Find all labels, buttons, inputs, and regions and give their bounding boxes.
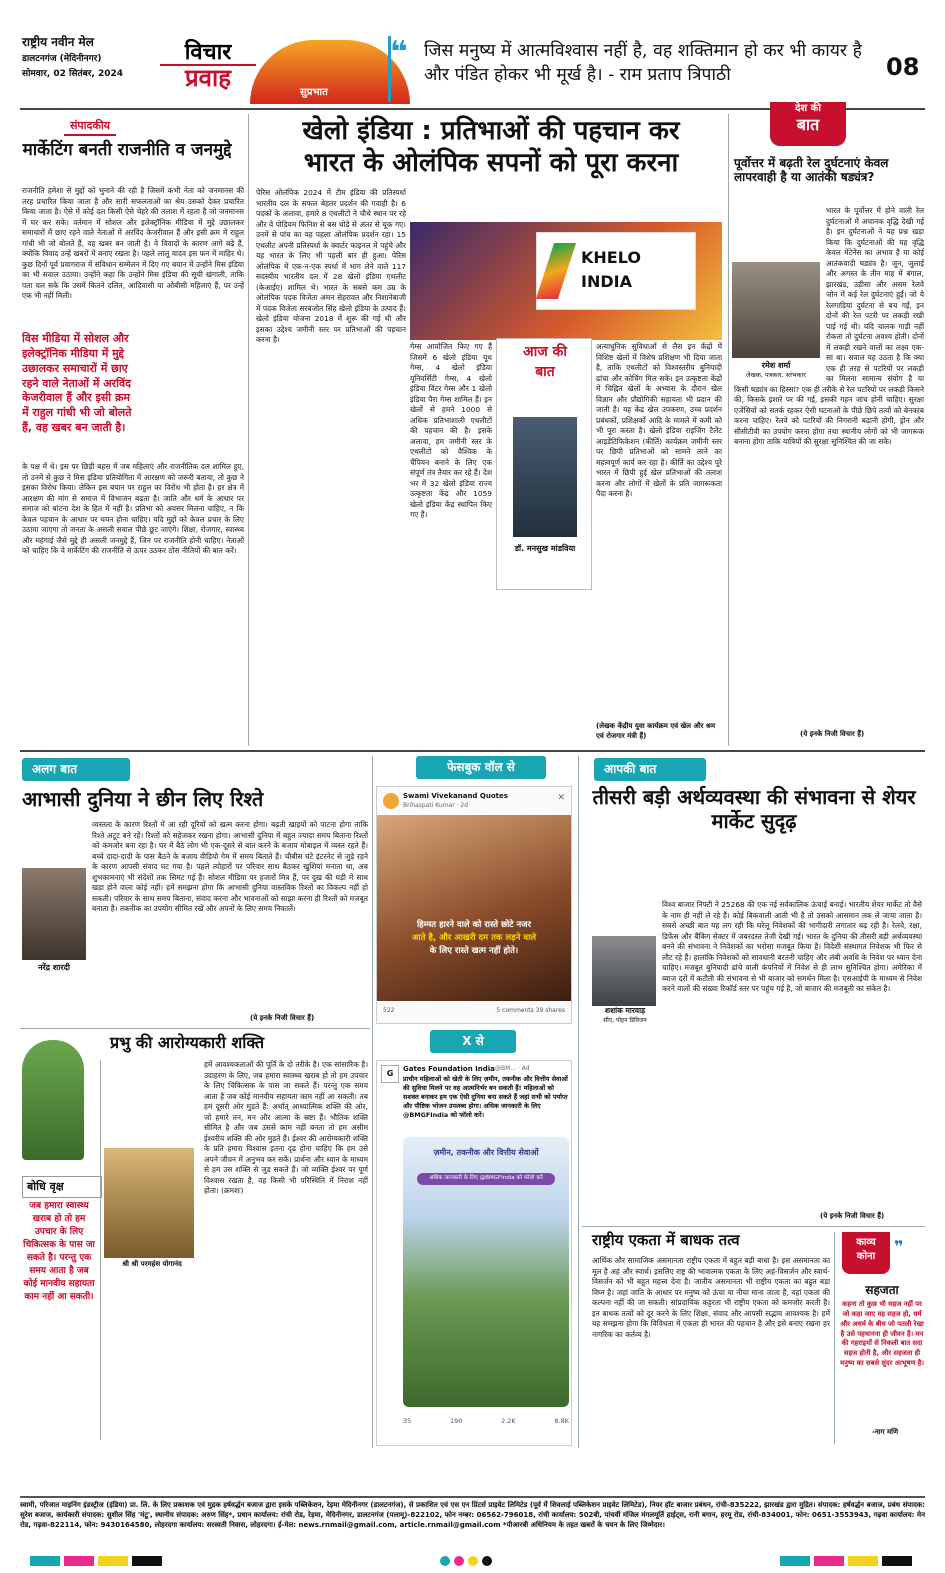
close-icon[interactable]: ✕ — [557, 793, 565, 803]
sunrise-graphic — [250, 35, 410, 104]
lead-author-name: डॉ. मनसुख मांडविया — [514, 544, 576, 553]
fb-post-image — [377, 815, 571, 1001]
color-bar — [64, 1556, 94, 1566]
x-text: प्राचीन महिलाओं को खेती के लिए ज़मीन, तकनीक और वित्तीय सेवाओं की सुविधा मिलने पर वह आत्मनिर्भर बन सकती हैं! महिलाओं को सशक्त बनाकर हम एक ऐसी दुनिया बना सकते हैं जहां सभी को पर्याप्त और पौष्टिक भोजन उपलब्ध होगा। अधिक जानकारी के लिए @BMGFIndia को फॉलो करें। — [403, 1075, 568, 1119]
color-bar — [882, 1556, 912, 1566]
section-title-top: विचार — [184, 40, 232, 65]
x-card-image — [403, 1137, 569, 1407]
prabhu-headline: प्रभु की आरोग्यकारी शक्ति — [110, 1033, 265, 1052]
aapki-baat-body — [590, 900, 922, 1210]
kavya-kona-label — [842, 1232, 890, 1274]
desh-author-desc: लेखक, पत्रकार, स्तंभकार — [746, 371, 806, 380]
khelo-logo-text-1: KHELO — [581, 248, 641, 267]
alag-baat-headline: आभासी दुनिया ने छीन लिए रिश्ते — [22, 787, 264, 811]
author-photo — [513, 417, 577, 537]
page-avatar — [383, 793, 399, 809]
color-bar — [848, 1556, 878, 1566]
registration-dot — [440, 1556, 450, 1566]
aapki-baat-note: (ये इनके निजी विचार हैं) — [820, 1212, 885, 1220]
lead-headline-2: भारत के ओलंपिक सपनों को पूरा करना — [303, 148, 679, 178]
kavya-label-top: काव्य — [856, 1237, 876, 1248]
masthead — [22, 34, 170, 100]
fb-reactions[interactable]: 522 — [383, 1007, 395, 1014]
x-label: X से — [430, 1030, 516, 1053]
lead-headline-1: खेलो इंडिया : प्रतिभाओं की पहचान कर — [302, 116, 680, 146]
kavya-poem: कहना तो कुछ भी सहज नहीं पर जो कहा जाए वह सहज हो, धर्म और अधर्म के बीच जो पतली रेखा है उसे पहचानना ही जीवन है। मन की गहराइयों से निकली बात सदा सहज होती है, और सहजता ही मनुष्य का सबसे सुंदर आभूषण है। — [840, 1300, 924, 1368]
desh-author-name: रमेश शर्मा — [761, 361, 791, 370]
alag-author-name: नरेंद्र शारदी — [38, 963, 70, 972]
registration-dot — [454, 1556, 464, 1566]
color-bar — [780, 1556, 810, 1566]
editorial-pull-quote: विस मीडिया में सोशल और इलेक्ट्रॉनिक मीडिया में मुद्दे उछालकर समाचारों में छाए रहने वाले नेताओं में अरविंद केजरीवाल हैं और इसी क्रम में राहुल गांधी भी जो बोलते हैं, वह खबर बन जाती है। — [22, 332, 132, 435]
column-divider — [834, 1232, 835, 1444]
alag-baat-label: अलग बात — [22, 758, 130, 781]
color-bar — [814, 1556, 844, 1566]
registration-dot — [482, 1556, 492, 1566]
column-divider — [728, 114, 729, 746]
mid-divider — [20, 750, 925, 752]
editorial-body-intro: राजनीति हमेशा से मुद्दों को भुनाने की रही है जिसमें कभी नेता को जनमानस की तरह प्रचारित किया जाता है और सारी सफलताओं का श्रेय उसको देकर प्रचारित किया जाता है। ऐसे में कोई दल किसी ऐसे चेहरे की तलाश में रहता है जो जनमानस में घर कर सके। वर्तमान में सोशल और इलेक्ट्रॉनिक मीडिया में मुद्दे उछालकर समाचारों में छाए रहने वाले नेताओं में अरविंद केजरीवाल हैं और इसी क्रम में राहुल गांधी भी जो बोलते हैं, वह खबर बन जाती है। वे विवादों के कारण आगे बढ़े हैं, क्योंकि विवाद उन्हें खबरों में बनाए रखता है। पहले लालू यादव इस फन में माहिर थे। कुछ दिनों पूर्व प्रयागराज में संविधान सम्मेलन में दिए गए बयान में उन्होंने मिस इंडिया का भी सवाल उठाया। उन्होंने कहा कि उन्होंने मिस इंडिया की सूची खंगाली, ताकि पता चल सके कि उसमें कितने दलित, आदिवासी या ओबीसी महिलाएं हैं, पर उन्हें एक भी नहीं मिली। — [22, 186, 244, 301]
imprint-footer: स्वामी, परिजात माइनिंग इंडस्ट्रीज (इंडिया) प्रा. लि. के लिए प्रकाशक एवं मुद्रक हर्षवर्द्धन बजाज द्वारा इसके पब्लिकेशन, रेड़मा मेदिनीनगर (डालटनगंज), से प्रकाशित एवं एस एन प्रिंटर्स प्राइवेट लिमिटेड (पूर्व में शिवलाई पब्लिकेशन प्राइवेट लिमिटेड), नियर हॉट बाजार प्रबंधन, रांची-835222, झारखंड द्वारा मुद्रित। संपादक: हर्षवर्द्धन बजाज, प्रबंध संपादक: सुरेश बजाज, कार्यकारी संपादक: सुशील सिंह 'मंटू', स्थानीय संपादक: अरुण सिंह*, प्रधान कार्यालय: रांची रोड, रेड़मा, मेदिनीनगर, डालटनगंज (पलामू)-822102, फोन नम्बर: 06562-796018, रांची कार्यालय: 502बी, पांचवीं मंजिल मंगलमूर्ति हाईट्स, रानी बगान, हरमू रोड, रांची-834001, फोन: 0651-3553943, गढ़वा कार्यालय: मेन रोड, गढ़वा-822114, फोन: 9430164580, लोहरदगा कार्यालय: सरस्वती निवास, लोहरदगा। ई-मेल: news.rnmail@gmail.com, article.rnmail@gmail.com *पीआरबी अधिनियम के तहत खबरों के चयन के लिए जिम्मेदार। — [20, 1496, 925, 1552]
registration-dot — [468, 1556, 478, 1566]
x-post-card — [376, 1060, 572, 1446]
column-divider — [100, 1060, 101, 1440]
desh-ki-baat-headline: पूर्वोत्तर में बढ़ती रेल दुर्घटनाएं केवल लापरवाही है या आतंकी षड्यंत्र? — [734, 156, 889, 185]
view-count[interactable]: 8.8K — [554, 1417, 569, 1425]
gf-logo-icon: G — [381, 1065, 399, 1083]
bodhi-tree-icon — [22, 1040, 84, 1160]
alag-baat-text: व्यस्तता के कारण रिश्तों में आ रही दूरियों को खत्म करना होगा। बढ़ती खाइयों को पाटना होगा ताकि रिश्ते अटूट बने रहें। रिश्तों को सहेजकर रखना होगा। आभासी दुनिया में बहुत ज्यादा समय बिताना रिश्तों को कमजोर बना रहा है। घर में बैठे लोग भी एक-दूसरे से बात करने के बजाय मोबाइल में व्यस्त रहते हैं। बच्चे दादा-दादी के पास बैठने के बजाय वीडियो गेम में समय बिताते हैं। चौबीस घंटे इंटरनेट से जुड़े रहने के कारण आपसी संवाद घट गया है। पहले त्योहारों पर परिवार साथ बैठकर खुशियां मनाता था, अब शुभकामनाएं भी संदेशों तक सिमट गई हैं। सोशल मीडिया पर हजारों मित्र हैं, पर दुख की घड़ी में साथ खड़ा होने वाला कोई नहीं। हमें समझना होगा कि आभासी दुनिया वास्तविक रिश्तों का विकल्प नहीं हो सकती। परिवार के साथ समय बिताना, संवाद करना और भावनाओं को साझा करना ही रिश्तों को मजबूत बनाता है। तकनीक का उपयोग सीमित रखें और अपनों के लिए समय निकालें। — [92, 820, 368, 914]
x-card-title: ज़मीन, तकनीक और वित्तीय सेवाओं — [433, 1148, 539, 1157]
quote-icon: ❞ — [894, 1237, 904, 1256]
fb-quote-line-2: आते है, और आखरी दम तक लड़ने वाले — [411, 933, 537, 944]
suprabhat-label: सुप्रभात — [300, 87, 328, 98]
aapki-author-name: शशांक मारवाड़ — [604, 1006, 646, 1015]
color-bar — [98, 1556, 128, 1566]
x-card-sub: अधिक जानकारी के लिए @BMGFIndia को फॉलो करें — [417, 1173, 555, 1185]
color-bar — [132, 1556, 162, 1566]
aapki-baat-label: आपकी बात — [594, 758, 706, 781]
facebook-post-card — [376, 786, 572, 1024]
rashtriya-headline: राष्ट्रीय एकता में बाधक तत्व — [592, 1231, 740, 1249]
alag-baat-note: (ये इनके निजी विचार हैं) — [250, 1014, 315, 1022]
kavya-author: -नाग मणि — [872, 1428, 899, 1436]
desh-ki-baat-label-top: देश की — [795, 103, 821, 114]
lead-body-col3: अत्याधुनिक सुविधाओं से लैस इन केंद्रों में विशिष्ट खेलों में विशेष प्रशिक्षण भी दिया जाता है, ताकि एथलीटों को विश्वस्तरीय बुनियादी ढांचा और कोचिंग मिल सके। इन उत्कृष्टता केंद्रों में चिह्नित खेलों के अभ्यास के दौरान खेल विज्ञान और प्रौद्योगिकी सहायता भी प्रदान की जाती है। यह केंद्र खेल उपकरण, उच्च प्रदर्शन प्रबंधकों, प्रशिक्षकों आदि के मामले में कमी को भी पूरा करता है। खेलो इंडिया राइजिंग टैलेंट आइडेंटिफिकेशन (कीर्ति) कार्यक्रम जमीनी स्तर पर छिपी प्रतिभाओं को सामने लाने का महत्वपूर्ण कार्य कर रहा है। कीर्ति का उद्देश्य पूरे भारत में छिपी हुई खेल प्रतिभाओं की तलाश करना और लोगों में खेलों के प्रति जागरूकता पैदा करना है। — [596, 342, 722, 499]
section-divider — [20, 1028, 370, 1029]
fb-comments[interactable]: 5 comments 39 shares — [496, 1007, 565, 1014]
fb-quote — [383, 919, 565, 959]
masthead-place: डालटनगंज (मेदिनीनगर) — [22, 54, 102, 65]
fb-quote-line-3: के लिए रास्ते खत्म नहीं होते। — [429, 946, 519, 957]
fb-quote-line-1: हिम्मत हारने वाले को रास्ते छोटे नजर — [416, 920, 532, 930]
page-number: 08 — [886, 53, 920, 81]
bodhi-text: जब हमारा स्वास्थ्य खराब हो तो हम उपचार के लिए चिकित्सक के पास जा सकते है। परन्तु एक समय आता है जब कोई मानवीय सहायता काम नहीं आ सकती। — [23, 1201, 95, 1303]
aapki-baat-text: विश्व बाजार निफ्टी ने 25268 की एक नई सर्वकालिक ऊंचाई बनाई। भारतीय शेयर मार्केट तो वैसे के नाम ही नहीं ले रहे हैं। कोई बिकवाली आती भी है तो उसको आसमान तक ले जाया जाता है। सबसे अच्छी बात यह लग रही कि घरेलू निवेशकों की भागीदारी लगातार बढ़ रही है। रेलवे, रक्षा, डिफेंस और बैंकिंग सेक्टर में जबरदस्त तेजी देखी गई। भारत के दुनिया की तीसरी बड़ी अर्थव्यवस्था बनने की संभावना ने निवेशकों का भरोसा मजबूत किया है। विदेशी संस्थागत निवेशक भी फिर से लौट रहे हैं। हालांकि निवेशकों को सावधानी बरतनी चाहिए और लंबी अवधि के निवेश पर ध्यान देना चाहिए। मजबूत बुनियादी ढांचे वाली कंपनियों में निवेश से ही लाभ सुनिश्चित होगा। अमेरिका में ब्याज दरों में कटौती की संभावना से भी बाजार को समर्थन मिला है। एसआईपी के माध्यम से निवेश करने वालों की संख्या रिकॉर्ड स्तर पर पहुंच गई है, जो बाजार की मजबूती का संकेत है। — [662, 900, 922, 994]
like-count[interactable]: 2.2K — [501, 1417, 516, 1425]
khelo-logo-text-2: INDIA — [581, 272, 632, 291]
editorial-headline: मार्केटिंग बनती राजनीति व जनमुद्दे — [22, 140, 232, 160]
column-divider — [248, 114, 249, 746]
section-title — [160, 42, 256, 90]
column-divider — [372, 756, 373, 1448]
aapki-baat-headline: तीसरी बड़ी अर्थव्यवस्था की संभावना से शेयर मार्केट सुदृढ़ — [592, 785, 916, 833]
fb-page-sub: Brihaspati Kumar · 2d — [403, 802, 469, 809]
aaj-ki-baat-box — [496, 338, 592, 590]
quote-of-the-day: जिस मनुष्य में आत्मविश्वास नहीं है, वह शक्तिमान हो कर भी कायर है और पंडित होकर भी मूर्ख है। - राम प्रताप त्रिपाठी — [424, 41, 862, 85]
color-bar — [30, 1556, 60, 1566]
kavya-title: सहजता — [865, 1283, 899, 1297]
repost-count[interactable]: 190 — [449, 1417, 463, 1425]
desh-ki-baat-label — [770, 102, 846, 146]
quote-open-icon: ❝ — [390, 35, 408, 70]
desh-ki-baat-label-bottom: बात — [796, 115, 820, 135]
desh-ki-baat-body — [734, 206, 924, 726]
masthead-date: सोमवार, 02 सितंबर, 2024 — [22, 68, 123, 79]
aapki-author-desc: सीए, पोहन डिविजन — [603, 1016, 647, 1024]
desh-ki-baat-note: (ये इनके निजी विचार हैं) — [800, 730, 865, 738]
facebook-label: फेसबुक वॉल से — [416, 756, 546, 779]
x-handle: @BM... · Ad — [495, 1065, 530, 1072]
x-account: Gates Foundation India — [403, 1065, 495, 1073]
lead-body-col2: गेम्स आयोजित किए गए हैं जिसमें 6 खेलो इंडिया यूथ गेम्स, 4 खेलो इंडिया यूनिवर्सिटी गेम्स, 4 खेलो इंडिया विंटर गेम्स और 1 खेलो इंडिया पैरा गेम्स शामिल हैं। इन खेलों से हमने 1000 से अधिक प्रतिभाशाली एथलीटों की पहचान की है। इसके अलावा, हम जमीनी स्तर के एथलीटों को वैश्विक के चैंपियन बनाने के लिए एक संपूर्ण तंत्र तैयार कर रहे हैं। देश भर में 32 खेलो इंडिया राज्य उत्कृष्टता केंद्र और 1059 खेलो इंडिया केंद्र स्थापित किए गए हैं। — [410, 342, 492, 520]
alag-baat-body — [22, 820, 368, 1012]
section-title-bottom: प्रवाह — [160, 64, 256, 90]
khelo-logo-icon — [536, 243, 576, 299]
khelo-india-logo — [536, 232, 696, 310]
x-stats — [403, 1417, 569, 1426]
lead-author-note: (लेखक केंद्रीय युवा कार्यक्रम एवं खेल और श्रम एवं रोजगार मंत्री हैं) — [596, 722, 716, 740]
section-divider — [582, 1226, 925, 1227]
editorial-label: संपादकीय — [64, 118, 116, 136]
prabhu-caption: श्री श्री परमहंस योगानंद — [122, 1260, 182, 1268]
bodhi-label: बोधि वृक्ष — [22, 1176, 102, 1198]
aaj-ki-baat-label: आज की बात — [523, 344, 567, 380]
rashtriya-body: आर्थिक और सामाजिक असमानता राष्ट्रीय एकता में बहुत बड़ी बाधा है। इस असमानता का मूल है अहं और स्वार्थ। इसलिए राष्ट्र की भावात्मक एकता के लिए अहं-विसर्जन और स्वार्थ-विसर्जन को भी बहुत महत्त्व देना है। जातीय असमानता भी राष्ट्रीय एकता का बहुत बड़ा विघ्न है। जहां जाति के आधार पर मनुष्य को ऊंचा या नीचा माना जाता है, वहां एकता की कल्पना नहीं की जा सकती। सांप्रदायिक कट्टरता भी राष्ट्रीय एकता को कमजोर करती है। इन बाधक तत्वों को दूर करने के लिए शिक्षा, संवाद और आपसी सद्भाव आवश्यक है। हमें यह समझना होगा कि विविधता में एकता ही भारत की पहचान है और इसे बनाए रखना हर नागरिक का कर्तव्य है। — [592, 1256, 830, 1339]
prabhu-text: हमें आवश्यकताओं की पूर्ति के दो तरीके है। एक सांसारिक है। उदाहरण के लिए, जब हमारा स्वास्थ्य खराब हो तो हम उपचार के लिए चिकित्सक के पास जा सकते हैं। परन्तु एक समय आता है जब कोई मानवीय सहायता काम नहीं आ सकती। तब हम दूसरी ओर मुड़ते हैं: अर्थात् आध्यात्मिक शक्ति की ओर, जो हमारे तन, मन और आत्मा के स्रष्टा हैं। भौतिक शक्ति सीमित है और जब उससे काम नहीं बनता तो हम असीम ईश्वरीय शक्ति की ओर मुड़ते हैं। ईश्वर की आरोग्यकारी शक्ति के प्रति हमारा विश्वास इतना दृढ़ होना चाहिए कि हम उसे अपने जीवन में अनुभव कर सकें। प्रार्थना और ध्यान के माध्यम से हम उस शक्ति से जुड़ सकते हैं। जो व्यक्ति ईश्वर पर पूर्ण विश्वास रखता है, वह किसी भी परिस्थिति में निराश नहीं होता। (क्रमशः) — [204, 1060, 368, 1196]
editorial-body: के पक्ष में थे। इस पर छिड़ी बहस में जब महिलाएं और राजनीतिक दल शामिल हुए, तो उनमें से कुछ ने मिस इंडिया प्रतियोगिता में आरक्षण को जरूरी बताया, तो कुछ ने इसका विरोध किया। लेकिन इस बयान पर राहुल का विरोध भी होता है। हर क्षेत्र में आरक्षण की मांग से समाज में विभाजन बढ़ता है। जाति और धर्म के आधार पर समाज को बांटना देश के हित में नहीं है। प्रतिभा को अवसर मिलना चाहिए, न कि केवल पहचान के आधार पर चयन होना चाहिए। यदि मुद्दों को केवल प्रचार के लिए उठाया जाएगा तो जनता के असली सवाल पीछे छूट जाएंगे। शिक्षा, रोजगार, स्वास्थ्य और महंगाई जैसे मुद्दे ही असली जनमुद्दे हैं, जिन पर राजनीति होनी चाहिए। नेताओं को चाहिए कि वे मार्केटिंग की राजनीति से ऊपर उठकर ठोस नीतियों की बात करें। — [22, 462, 244, 556]
prabhu-body — [104, 1060, 368, 1440]
column-divider — [578, 756, 579, 1448]
reply-count[interactable]: 35 — [403, 1417, 412, 1425]
lead-body-col1: पेरिस ओलंपिक 2024 में टीम इंडिया की प्रतिस्पर्धा भारतीय दल के सफल बेहतर प्रदर्शन की गवाही है। 6 पदकों के अलावा, हमारे 8 एथलीटों ने चौथे स्थान पर रहे और वे पोडियम फिनिश से बस थोड़े से अंतर से चूक गए। उनमें से पांच का यह पहला ओलंपिक प्रदर्शन रहा। 15 एथलीट अपनी प्रतिस्पर्धा के क्वार्टर फाइनल में पहुंचे और यह भारत के लिए भी पहली बार ही हुआ। पेरिस ओलंपिक में एक-न-एक स्पर्धा में भाग लेने वाले 117 सदस्यीय भारतीय दल में 28 खेलो इंडिया एथलीट (केआईए) शामिल थे। भारत के सबसे कम उम्र के ओलंपिक पदक विजेता अमन सेहरावत और निशानेबाजी में पदक विजेता सरबजोत सिंह खेलो इंडिया के उत्पाद हैं। खेलो इंडिया योजना 2018 में शुरू की गई थी और इसका उद्देश्य जमीनी स्तर पर प्रतिभाओं की पहचान करना है। — [256, 188, 406, 345]
fb-page-name: Swami Vivekanand Quotes — [403, 792, 508, 800]
kavya-label-bottom: कोना — [856, 1251, 876, 1263]
desh-ki-baat-text: भारत के पूर्वोत्तर में होने वाली रेल दुर्घटनाओं में अचानक वृद्धि देखी गई है। इन दुर्घटनाओं ने यह प्रश्न खड़ा किया कि दुर्घटनाओं की यह वृद्धि केवल मेंटेनेंस का अभाव है या कोई आतंकवादी षड्यंत्र है। जून, जुलाई और अगस्त के तीन माह में बंगाल, झारखंड, उड़ीसा और असम रेलवे जोन में कई रेल दुर्घटनाएं हुईं। जो ये रेलगाड़ियां दुर्घटना से बच गईं, इन दोनों की रेल पटरी पर लकड़ी रखी पाई गई थी। यदि चालक गाड़ी नहीं रोकता तो दुर्घटना अवश्य होती। दोनों में लकड़ी रखने वालों का लक्ष्य एक-सा था। सवाल यह उठता है कि क्या एक ही तरह से पटरियों पर लकड़ी का मिलना सामान्य संयोग है या किसी षड्यंत्र का हिस्सा? एक ही तरीके से रेल पटरियों पर लकड़ी किसने की, किसके इशारे पर की गई, इसकी गहन जांच होनी चाहिए। सुरक्षा एजेंसियों को सतर्क रहकर ऐसी घटनाओं के पीछे छिपे तत्वों को बेनकाब करना चाहिए। रेलवे को पटरियों की निगरानी बढ़ानी होगी, ड्रोन और सीसीटीवी का उपयोग करना होगा तथा स्थानीय लोगों को भी जागरूक बनाना होगा ताकि यात्रियों की सुरक्षा सुनिश्चित की जा सके। — [734, 206, 924, 447]
masthead-name: राष्ट्रीय नवीन मेल — [22, 35, 94, 49]
